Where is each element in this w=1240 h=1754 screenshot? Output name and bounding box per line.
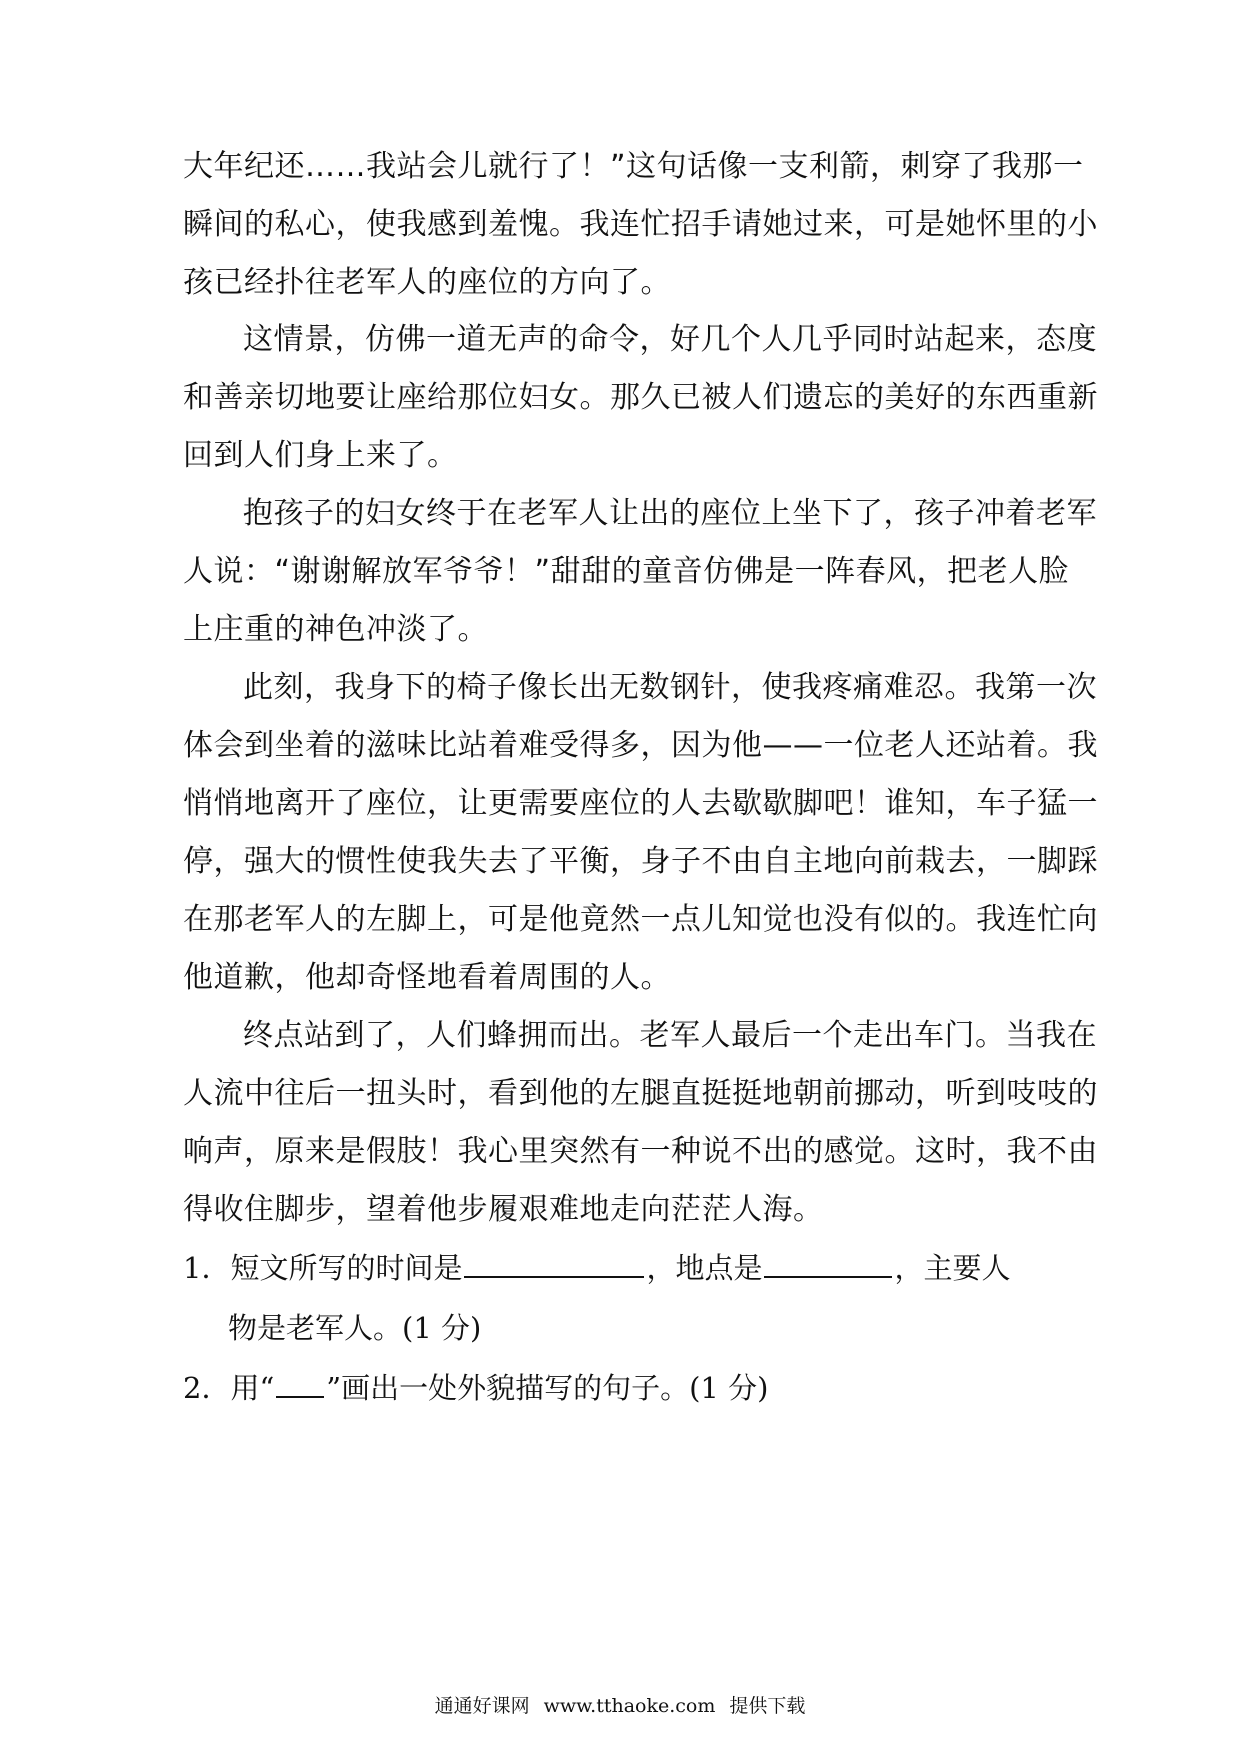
passage-line: 他道歉，他却奇怪地看着周围的人。 — [183, 960, 671, 995]
page-footer — [0, 1694, 1240, 1718]
question-text: ”画出一处外貌描写的句子。(1 分) — [326, 1371, 769, 1405]
question-1 — [183, 1248, 1011, 1288]
answer-blank-time[interactable] — [464, 1248, 644, 1278]
passage-line: 这情景，仿佛一道无声的命令，好几个人几乎同时站起来，态度 — [243, 322, 1097, 357]
passage-line: 响声，原来是假肢！我心里突然有一种说不出的感觉。这时，我不由 — [183, 1134, 1098, 1169]
footer-site-name: 通通好课网 — [434, 1695, 530, 1717]
question-number: 1． — [183, 1251, 231, 1285]
passage-line: 悄悄地离开了座位，让更需要座位的人去歇歇脚吧！谁知，车子猛一 — [183, 786, 1098, 821]
passage-line: 终点站到了，人们蜂拥而出。老军人最后一个走出车门。当我在 — [243, 1018, 1097, 1053]
question-text: ，地点是 — [646, 1251, 763, 1285]
passage-line: 停，强大的惯性使我失去了平衡，身子不由自主地向前栽去，一脚踩 — [183, 844, 1098, 879]
footer-note: 提供下载 — [729, 1695, 806, 1717]
passage-line: 人说：“谢谢解放军爷爷！”甜甜的童音仿佛是一阵春风，把老人脸 — [183, 554, 1070, 589]
passage-line: 瞬间的私心，使我感到羞愧。我连忙招手请她过来，可是她怀里的小 — [183, 207, 1098, 242]
footer-url[interactable]: www.tthaoke.com — [543, 1695, 716, 1717]
passage-line: 人流中往后一扭头时，看到他的左腿直挺挺地朝前挪动，听到吱吱的 — [183, 1076, 1098, 1111]
passage-line: 在那老军人的左脚上，可是他竟然一点儿知觉也没有似的。我连忙向 — [183, 902, 1098, 937]
underline-sample — [276, 1368, 324, 1398]
passage-line: 和善亲切地要让座给那位妇女。那久已被人们遗忘的美好的东西重新 — [183, 380, 1098, 415]
passage-line: 回到人们身上来了。 — [183, 438, 458, 473]
passage-line: 孩已经扑往老军人的座位的方向了。 — [183, 265, 671, 300]
passage-line: 得收住脚步，望着他步履艰难地走向茫茫人海。 — [183, 1192, 824, 1227]
passage-line: 大年纪还……我站会儿就行了！”这句话像一支利箭，刺穿了我那一 — [183, 149, 1084, 184]
passage-line: 体会到坐着的滋味比站着难受得多，因为他——一位老人还站着。我 — [183, 728, 1098, 763]
passage-line: 抱孩子的妇女终于在老军人让出的座位上坐下了，孩子冲着老军 — [243, 496, 1097, 531]
passage-line: 此刻，我身下的椅子像长出无数钢针，使我疼痛难忍。我第一次 — [243, 670, 1097, 705]
question-text: ，主要人 — [894, 1251, 1011, 1285]
passage-line: 上庄重的神色冲淡了。 — [183, 612, 488, 647]
question-text: 用“ — [230, 1371, 275, 1405]
answer-blank-place[interactable] — [764, 1248, 892, 1278]
question-number: 2． — [183, 1371, 231, 1405]
question-text: 短文所写的时间是 — [230, 1251, 463, 1285]
question-1-continued: 物是老军人。(1 分) — [228, 1311, 482, 1345]
question-2 — [183, 1368, 768, 1408]
